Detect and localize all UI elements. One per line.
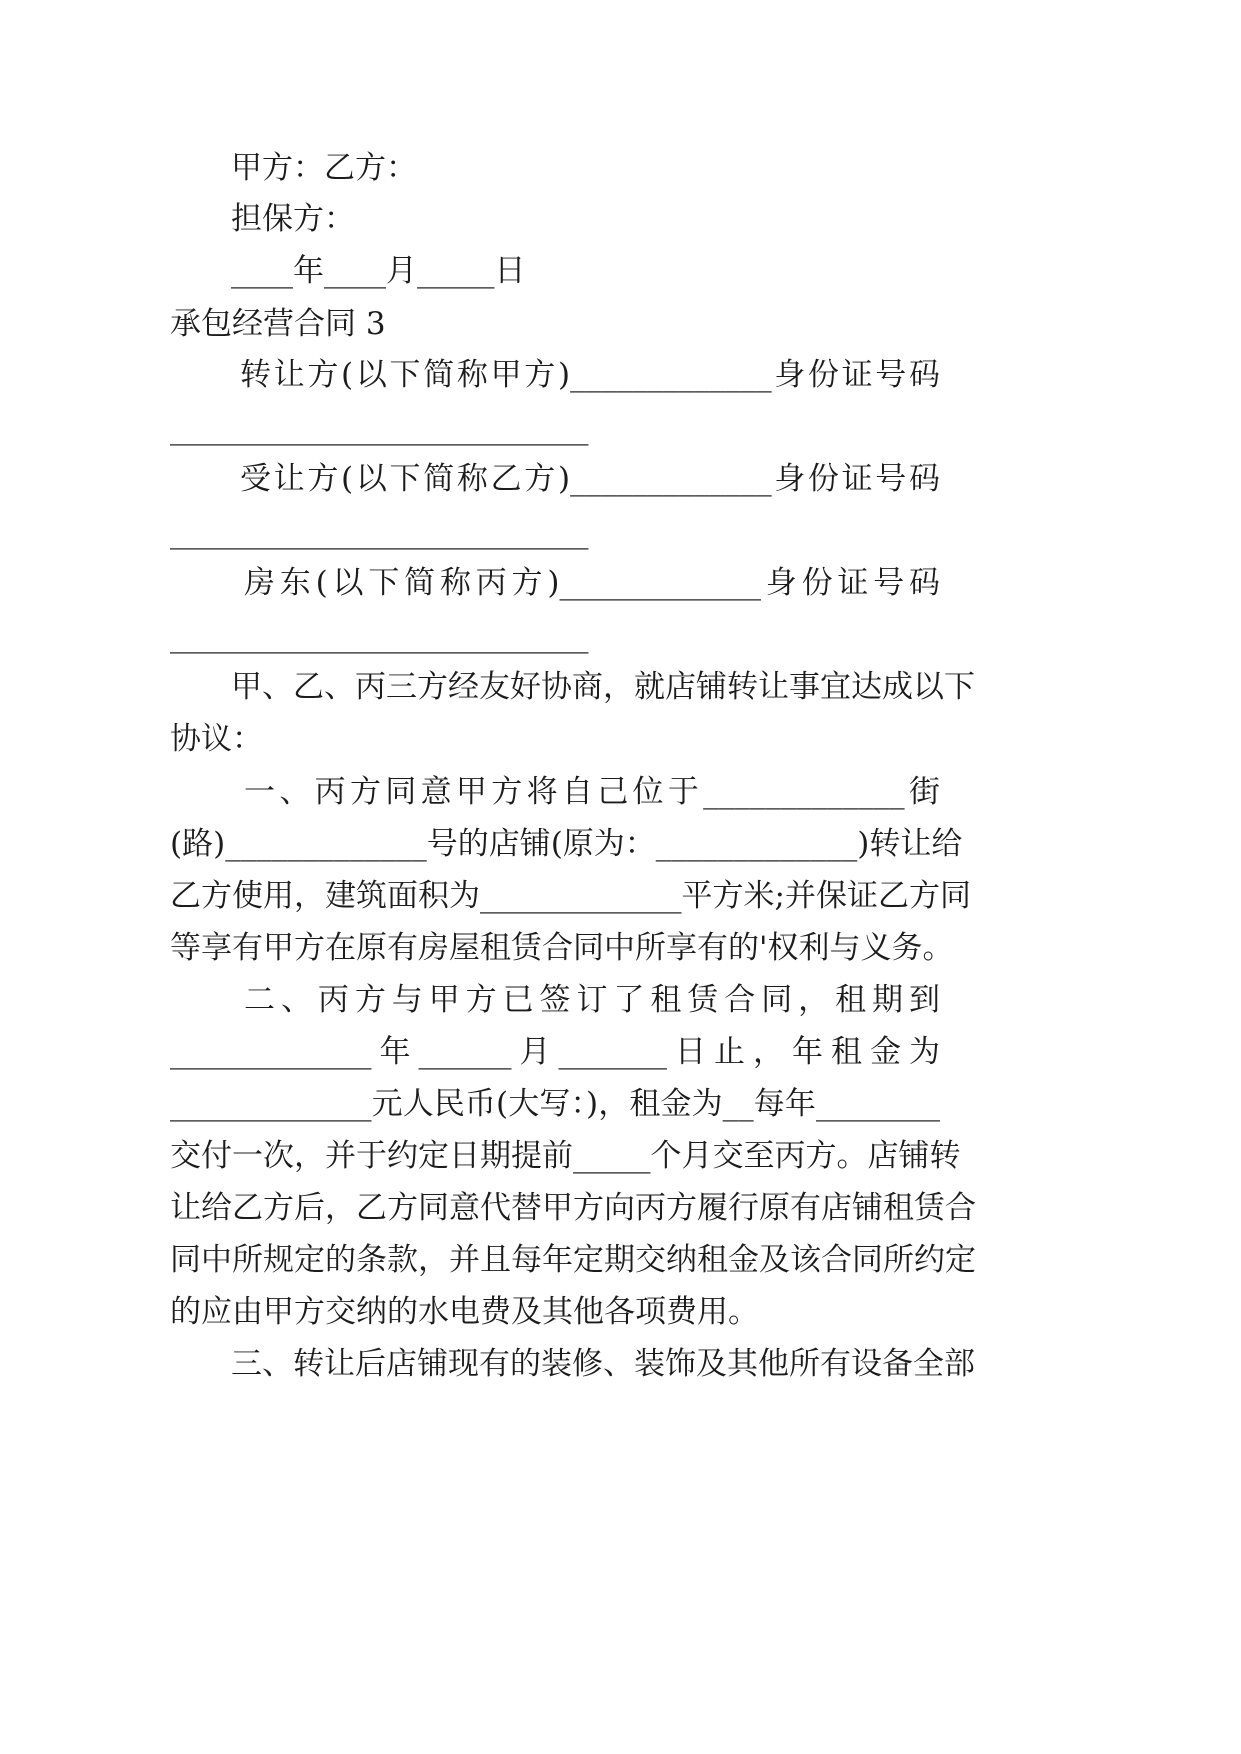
guarantor-signature-line: 担保方： — [231, 201, 355, 237]
transferee-id-blank: ___________________________ — [170, 514, 589, 550]
clause3-line-1: 三、转让后店铺现有的装修、装饰及其他所有设备全部 — [231, 1346, 975, 1382]
intro-line-2: 协议： — [170, 721, 263, 757]
party-signature-line: 甲方：乙方： — [231, 150, 417, 186]
clause1-line-4: 等享有甲方在原有房屋租赁合同中所享有的'权利与义务。 — [170, 930, 954, 966]
clause2-line-3: _____________元人民币(大写：)，租金为__每年________ — [170, 1086, 940, 1122]
clause2-line-4: 交付一次，并于约定日期提前_____个月交至丙方。店铺转 — [170, 1138, 961, 1174]
transferee-line: 受让方(以下简称乙方)_____________身份证号码 — [240, 461, 940, 497]
contract-title: 承包经营合同 3 — [170, 306, 386, 342]
clause2-line-6: 同中所规定的条款，并且每年定期交纳租金及该合同所约定 — [170, 1242, 976, 1278]
clause1-line-2: (路)_____________号的店铺(原为：_____________)转让给 — [170, 826, 963, 862]
landlord-id-blank: ___________________________ — [170, 618, 589, 654]
clause1-line-1: 一、丙方同意甲方将自己位于_____________街 — [244, 774, 940, 810]
transferor-id-blank: ___________________________ — [170, 410, 589, 446]
landlord-line: 房东(以下简称丙方)_____________身份证号码 — [244, 565, 940, 601]
clause2-line-7: 的应由甲方交纳的水电费及其他各项费用。 — [170, 1294, 759, 1330]
transferor-line: 转让方(以下简称甲方)_____________身份证号码 — [240, 357, 940, 393]
signature-date-line: ____年____月_____日 — [231, 253, 526, 289]
intro-line-1: 甲、乙、丙三方经友好协商，就店铺转让事宜达成以下 — [231, 669, 975, 705]
clause2-line-1: 二、丙方与甲方已签订了租赁合同，租期到 — [244, 982, 940, 1018]
clause1-line-3: 乙方使用，建筑面积为_____________平方米;并保证乙方同 — [170, 878, 971, 914]
clause2-line-5: 让给乙方后，乙方同意代替甲方向丙方履行原有店铺租赁合 — [170, 1190, 976, 1226]
clause2-line-2: _____________年______月_______日止，年租金为 — [170, 1034, 940, 1070]
